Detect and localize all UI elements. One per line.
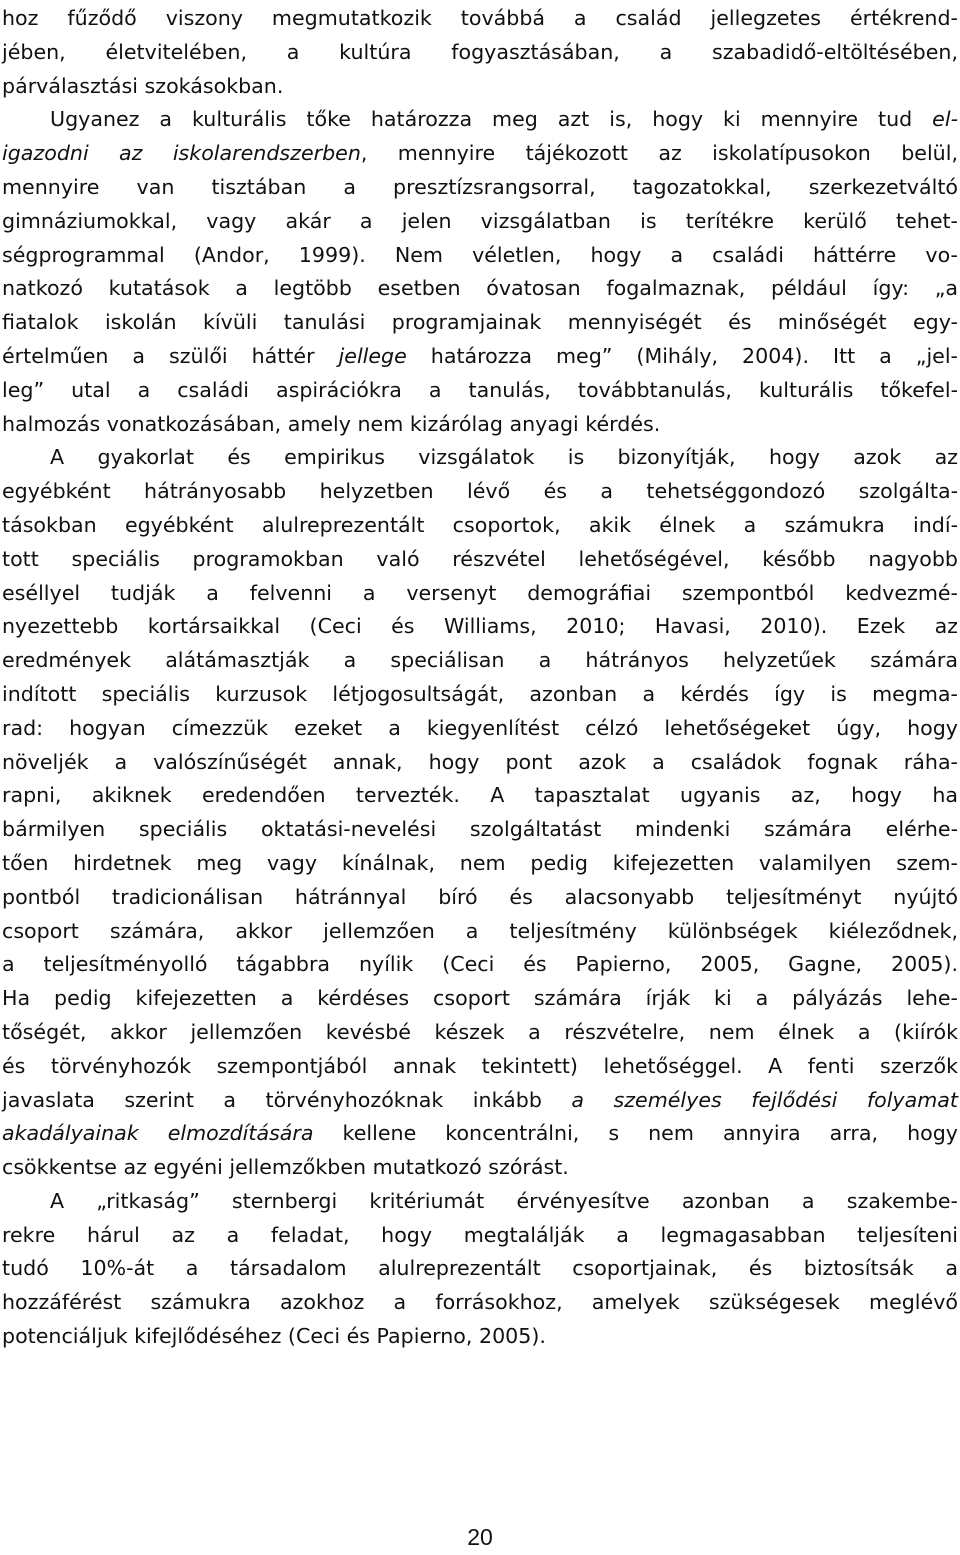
text-line (2, 36, 958, 70)
text-segment: egyébként hátrányosabb helyzetben lévő és a tehetséggondozó szolgálta- (2, 479, 958, 504)
text-segment: jében, életvitelében, a kultúra fogyasztásában, a szabadidő-eltöltésében, (2, 39, 958, 64)
text-segment: bármilyen speciális oktatási-nevelési szolgáltatást mindenki számára elérhe- (2, 817, 958, 842)
text-line (2, 847, 958, 881)
text-segment: eredmények alátámasztják a speciálisan a hátrányos helyzetűek számára (2, 648, 958, 673)
text-segment: tudó 10%-át a társadalom alulreprezentált csoportjainak, és biztosítsák a (2, 1256, 958, 1281)
text-line (2, 340, 958, 374)
text-segment: Ha pedig kifejezetten a kérdéses csoport számára írják ki a pályázás lehe- (2, 986, 958, 1011)
text-segment: a teljesítményolló tágabbra nyílik (Ceci és Papierno, 2005, Gagne, 2005). (2, 952, 958, 977)
text-segment: értelműen a szülői háttér (2, 343, 339, 368)
italic-text-segment: igazodni az iskolarendszerben (2, 141, 361, 166)
text-segment: Ugyanez a kulturális tőke határozza meg azt is, hogy ki mennyire tud (50, 107, 933, 132)
text-segment: nyezettebb kortársaikkal (Ceci és Williams, 2010; Havasi, 2010). Ezek az (2, 614, 958, 639)
text-line (2, 1252, 958, 1286)
text-segment: javaslata szerint a törvényhozóknak inkább (2, 1087, 572, 1112)
text-line (2, 475, 958, 509)
text-line (2, 577, 958, 611)
text-line (2, 881, 958, 915)
text-line (2, 543, 958, 577)
text-line (2, 1117, 958, 1151)
text-line (2, 1084, 958, 1118)
text-segment: indított speciális kurzusok létjogosultságát, azonban a kérdés így is megma- (2, 681, 958, 706)
text-line (2, 1185, 958, 1219)
text-segment: halmozás vonatkozásában, amely nem kizárólag anyagi kérdés. (2, 411, 661, 436)
text-segment: potenciáljuk kifejlődéséhez (Ceci és Papierno, 2005). (2, 1324, 546, 1349)
text-line (2, 915, 958, 949)
text-segment: növeljék a valószínűségét annak, hogy pont azok a családok fognak ráha- (2, 749, 958, 774)
text-line (2, 509, 958, 543)
text-segment: A „ritkaság” sternbergi kritériumát érvényesítve azonban a szakembe- (50, 1188, 958, 1213)
text-line (2, 982, 958, 1016)
text-segment: hoz fűződő viszony megmutatkozik továbbá a család jellegzetes értékrend- (2, 6, 958, 30)
text-line (2, 408, 958, 442)
text-line (2, 137, 958, 171)
text-segment: csökkentse az egyéni jellemzőkben mutatkozó szórást. (2, 1155, 569, 1180)
text-line (2, 779, 958, 813)
text-line (2, 103, 958, 137)
text-line (2, 70, 958, 104)
text-segment: , mennyire tájékozott az iskolatípusokon belül, (360, 141, 958, 166)
text-segment: rad: hogyan címezzük ezeket a kiegyenlítést célzó lehetőségeket úgy, hogy (2, 715, 958, 740)
text-segment: pontból tradicionálisan hátránnyal bíró és alacsonyabb teljesítményt nyújtó (2, 884, 958, 909)
text-segment: tően hirdetnek meg vagy kínálnak, nem pedig kifejezetten valamilyen szem- (2, 850, 958, 875)
text-segment: csoport számára, akkor jellemzően a teljesítmény különbségek kiéleződnek, (2, 918, 958, 943)
italic-text-segment: akadályainak elmozdítására (2, 1121, 314, 1146)
text-line (2, 1286, 958, 1320)
text-segment: rapni, akiknek eredendően tervezték. A tapasztalat ugyanis az, hogy ha (2, 783, 958, 808)
text-line (2, 441, 958, 475)
text-line (2, 374, 958, 408)
text-line (2, 1016, 958, 1050)
text-line (2, 746, 958, 780)
text-line (2, 1320, 958, 1354)
text-line (2, 171, 958, 205)
text-segment: határozza meg” (Mihály, 2004). Itt a „jel- (406, 343, 958, 368)
text-line (2, 948, 958, 982)
text-segment: ségprogrammal (Andor, 1999). Nem véletlen, hogy a családi háttérre vo- (2, 242, 958, 267)
text-line (2, 1219, 958, 1253)
text-line (2, 2, 958, 36)
italic-text-segment: jellege (338, 343, 407, 368)
text-segment: gimnáziumokkal, vagy akár a jelen vizsgálatban is terítékre kerülő tehet- (2, 208, 958, 233)
text-line (2, 205, 958, 239)
text-line (2, 239, 958, 273)
text-segment: tásokban egyébként alulreprezentált csoportok, akik élnek a számukra indí- (2, 512, 958, 537)
text-segment: rekre hárul az a feladat, hogy megtalálják a legmagasabban teljesíteni (2, 1222, 958, 1247)
italic-text-segment: el- (932, 107, 958, 132)
text-segment: leg” utal a családi aspirációkra a tanulás, továbbtanulás, kulturális tőkefel- (2, 377, 958, 402)
text-segment: és törvényhozók szempontjából annak tekintett) lehetőséggel. A fenti szerzők (2, 1053, 958, 1078)
text-segment: hozzáférést számukra azokhoz a forrásokhoz, amelyek szükségesek meglévő (2, 1290, 958, 1315)
text-line (2, 610, 958, 644)
text-line (2, 644, 958, 678)
page-number: 20 (467, 1524, 493, 1550)
text-segment: eséllyel tudják a felvenni a versenyt demográfiai szempontból kedvezmé- (2, 580, 958, 605)
text-line (2, 1151, 958, 1185)
text-segment: tott speciális programokban való részvétel lehetőségével, később nagyobb (2, 546, 958, 571)
body-text (2, 2, 958, 1354)
text-segment: natkozó kutatások a legtöbb esetben óvatosan fogalmaznak, például így: „a (2, 276, 958, 301)
text-segment: tőségét, akkor jellemzően kevésbé készek a részvételre, nem élnek a (kiírók (2, 1019, 958, 1044)
text-segment: fiatalok iskolán kívüli tanulási programjainak mennyiségét és minőségét egy- (2, 310, 958, 335)
text-line (2, 306, 958, 340)
text-line (2, 712, 958, 746)
italic-text-segment: a személyes fejlődési folyamat (571, 1087, 958, 1112)
text-line (2, 678, 958, 712)
text-segment: kellene koncentrálni, s nem annyira arra, hogy (313, 1121, 958, 1146)
text-line (2, 1050, 958, 1084)
text-segment: A gyakorlat és empirikus vizsgálatok is bizonyítják, hogy azok az (50, 445, 958, 470)
text-segment: párválasztási szokásokban. (2, 73, 284, 98)
text-line (2, 272, 958, 306)
text-line (2, 813, 958, 847)
text-segment: mennyire van tisztában a presztízsrangsorral, tagozatokkal, szerkezetváltó (2, 174, 958, 199)
